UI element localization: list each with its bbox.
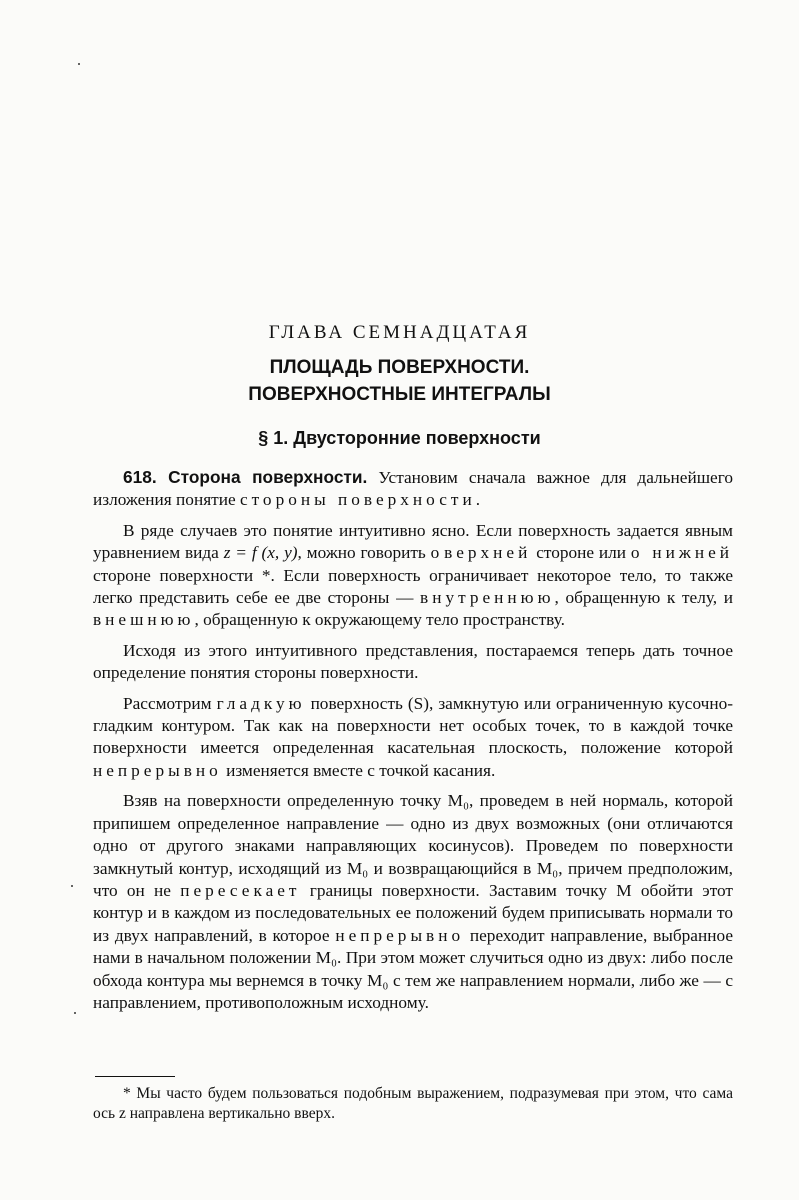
spaced-emphasis: непрерывно (335, 925, 465, 945)
footnote (93, 1084, 733, 1124)
chapter-title-line-2: ПОВЕРХНОСТНЫЕ ИНТЕГРАЛЫ (248, 384, 551, 405)
spaced-emphasis: внешнюю (93, 610, 195, 630)
print-speck (71, 885, 73, 887)
paragraph-1: 618. Сторона поверхности. Установим сначала важное для дальнейшего изложения понятие стороны поверхности. (93, 467, 733, 510)
spaced-emphasis: о нижней (630, 543, 733, 563)
paragraph-3: Исходя из этого интуитивного представления, постараемся теперь дать точное определение понятия стороны поверхности. (93, 640, 733, 683)
paragraph-5: Взяв на поверхности определенную точку M₀, проведем в ней нормаль, которой припишем определенное направление — одно из двух возможных (они отличаются одно от другого знаками направляющих косинусов). Проведем по поверхности замкнутый контур, исходящий из M₀ и возвращающийся в M₀, причем предположим, что он не пересекает границы поверхности. Заставим точку M обойти этот контур и в каждом из последовательных ее положений будем приписывать нормали то из двух направлений, в которое непрерывно переходит направление, выбранное нами в начальном положении M₀. При этом может случиться одно из двух: либо после обхода контура мы вернемся в точку M₀ с тем же направлением нормали, либо же — с направлением, противоположным исходному. (93, 791, 733, 1012)
chapter-title-line-1: ПЛОЩАДЬ ПОВЕРХНОСТИ. (269, 357, 530, 378)
section-heading: § 1. Двусторонние поверхности (258, 428, 541, 448)
spaced-emphasis: стороны поверхности (239, 490, 476, 510)
paragraph-4: Рассмотрим гладкую поверхность (S), замкнутую или ограниченную кусочно-гладким контуром. Так как на поверхности нет особых точек, то в каждой точке поверхности имеется определенная касательная плоскость, положение которой непрерывно изменяется вместе с точкой касания. (93, 693, 733, 780)
spaced-emphasis: непрерывно (93, 760, 222, 780)
chapter-title (0, 354, 799, 408)
print-speck (74, 1012, 76, 1014)
formula: z = f (x, y) (223, 543, 298, 563)
print-speck (78, 63, 80, 65)
article-heading: 618. Сторона поверхности. (123, 467, 368, 487)
footnote-divider (95, 1076, 175, 1077)
paragraph-2: В ряде случаев это понятие интуитивно ясно. Если поверхность задается явным уравнением вида z = f (x, y), можно говорить о верхней стороне или о нижней стороне поверхности *. Если поверхность ограничивает некоторое тело, то также легко представить себе ее две стороны — внутреннюю, обращенную к телу, и внешнюю, обращенную к окружающему тело пространству. (93, 520, 734, 630)
footnote-text: * Мы часто будем пользоваться подобным выражением, подразумевая при этом, что сама ось z направлена вертикально вверх. (93, 1085, 733, 1122)
spaced-emphasis: пересекает (180, 880, 301, 900)
body-text (93, 466, 733, 1022)
spaced-emphasis: верхней (444, 543, 532, 563)
spaced-emphasis: гладкую (216, 693, 306, 713)
chapter-label: ГЛАВА СЕМНАДЦАТАЯ (268, 322, 531, 343)
spaced-emphasis: внутреннюю (420, 588, 555, 608)
